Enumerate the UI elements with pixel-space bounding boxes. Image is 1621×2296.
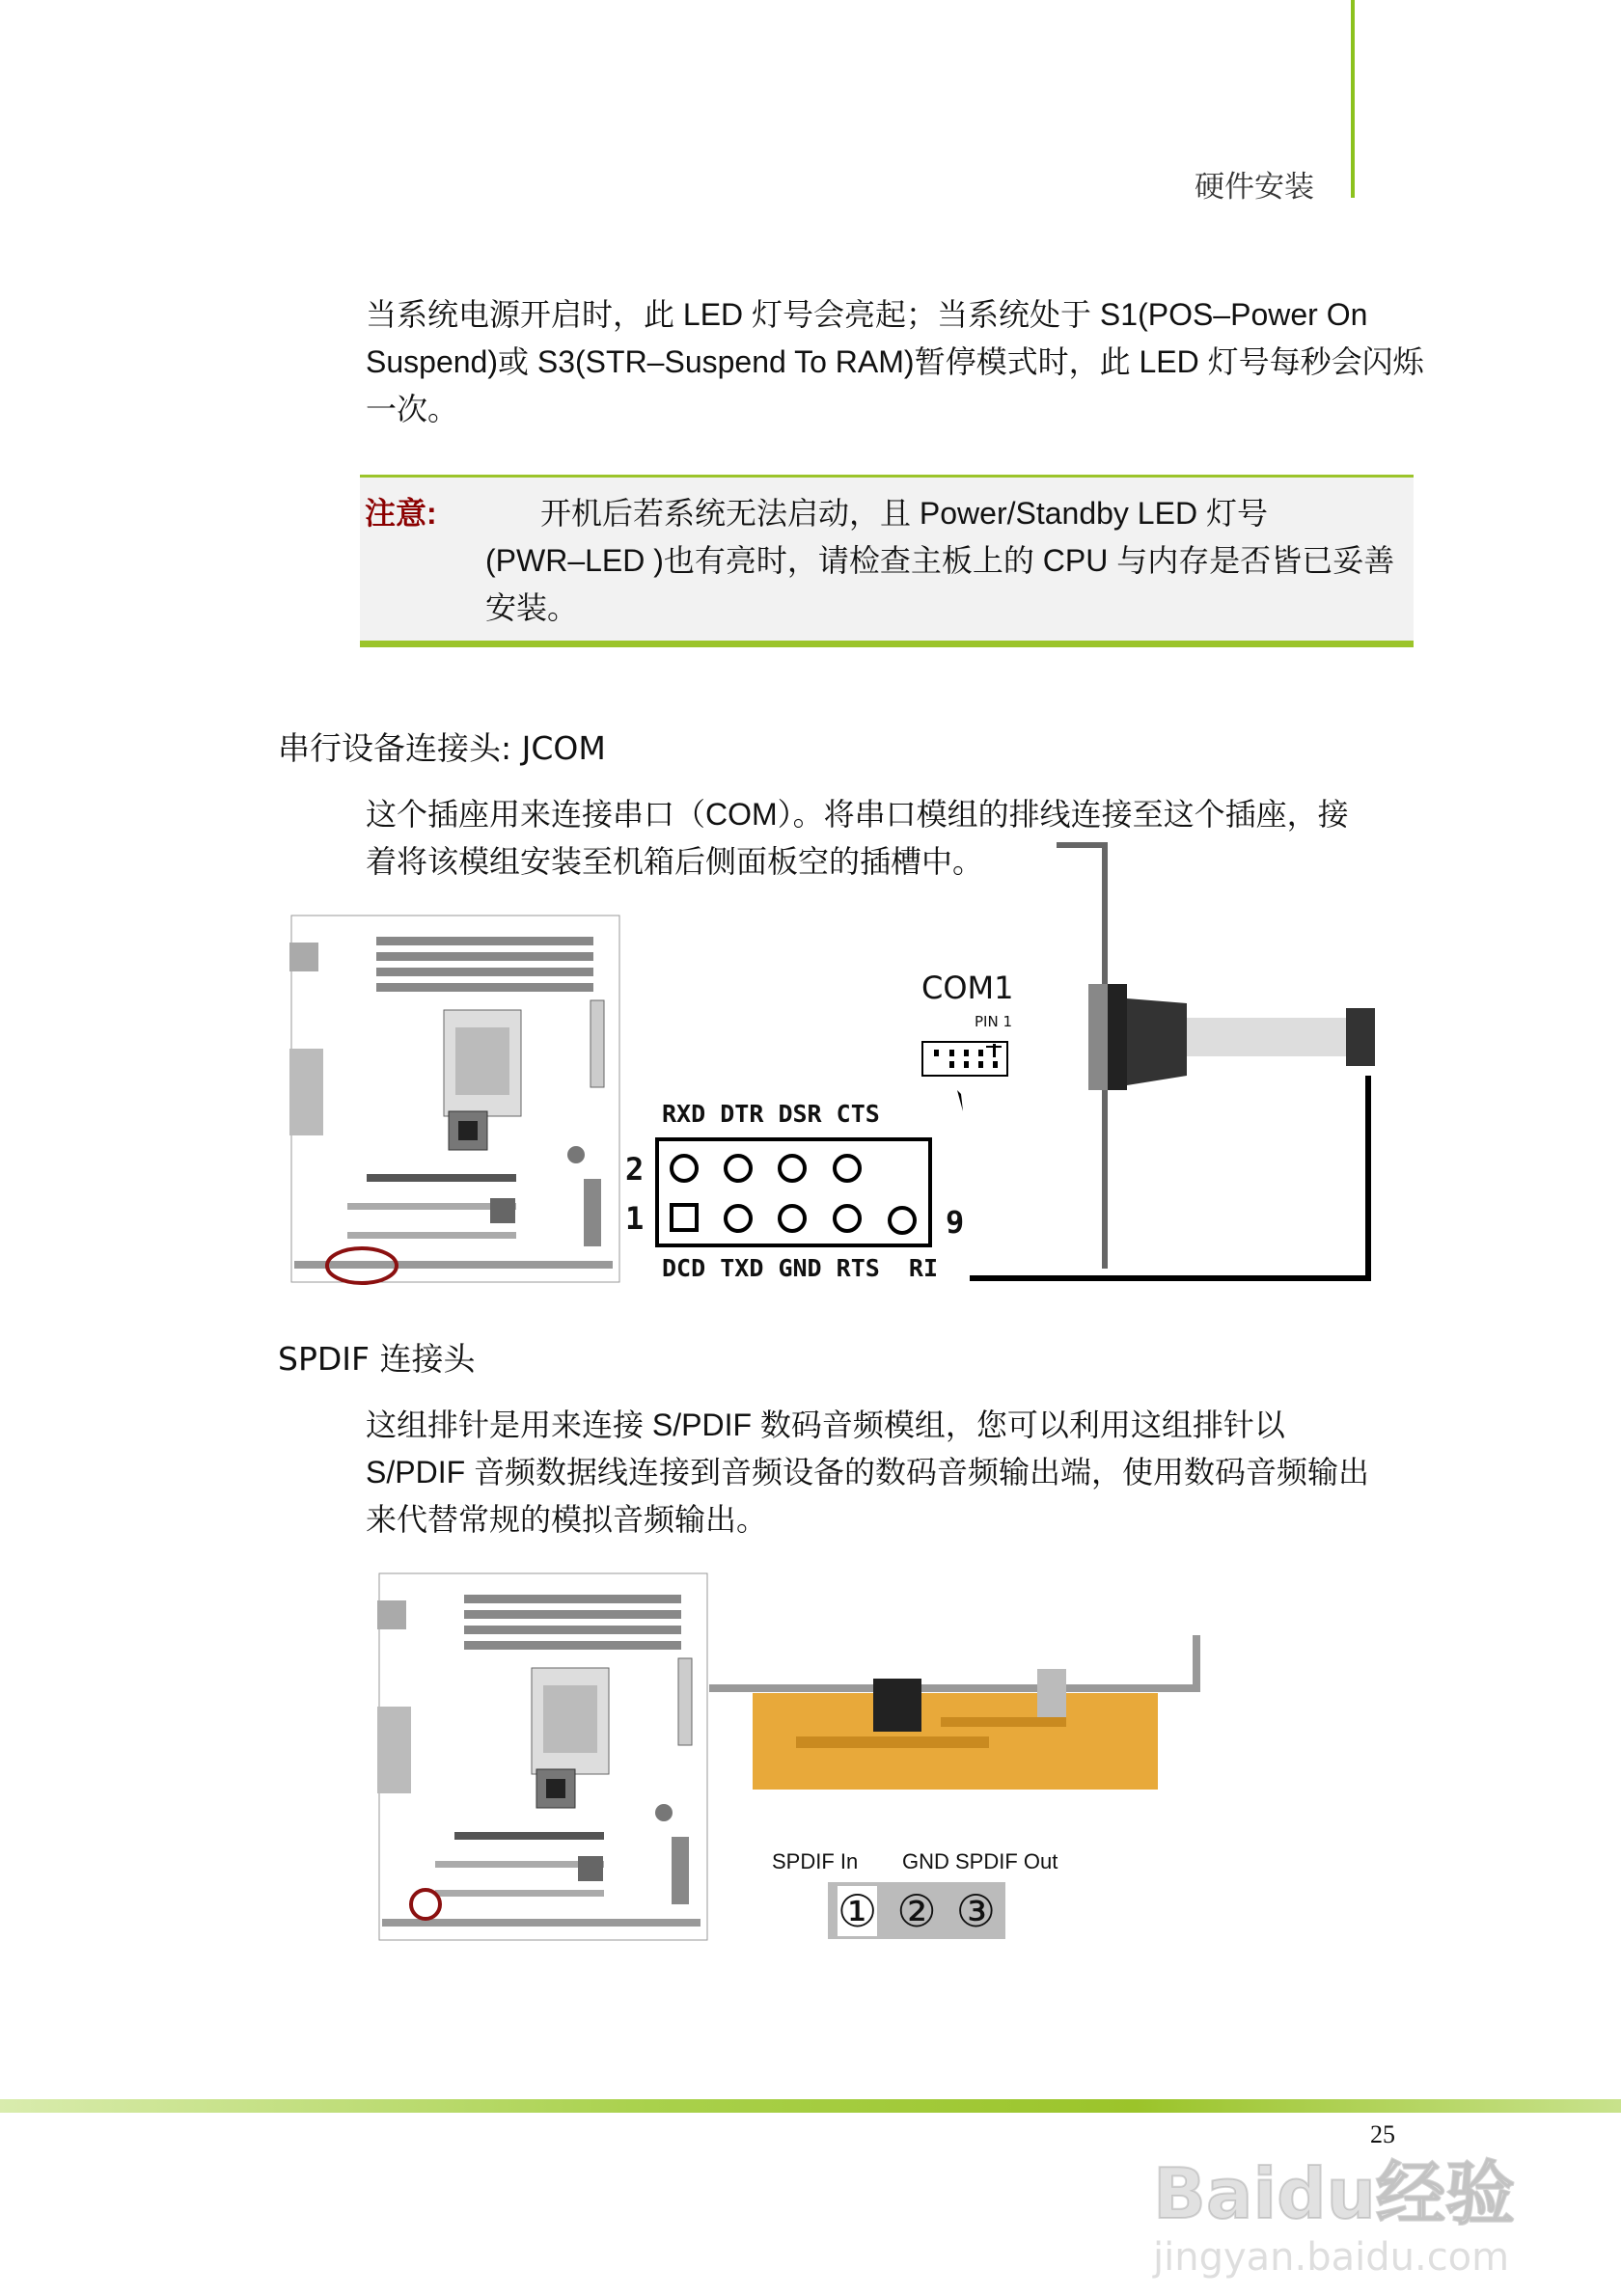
spdif-module-photo [709,1630,1201,1794]
note-line: 安装。 [485,590,579,625]
footer-rule [0,2099,1621,2113]
section-title: 硬件安装 [1195,170,1314,205]
pin-2: ② [896,1884,937,1937]
text-line: 着将该模组安装至机箱后侧面板空的插槽中。 [366,844,984,879]
note-line: 开机后若系统无法启动，且 Power/Standby LED 灯号 [540,496,1268,531]
bottom-pin-labels [662,1254,938,1283]
text-line: 当系统电源开启时，此 LED 灯号会亮起；当系统处于 S1(POS–Power On [366,297,1368,332]
pin-label: RXD [662,1100,706,1128]
jcom-pin-header [655,1137,933,1248]
row-number: 2 [625,1151,645,1188]
pin-label: RI [908,1254,939,1282]
motherboard-diagram-spdif [377,1572,710,1943]
text-line: 这个插座用来连接串口（COM）。将串口模组的排线连接至这个插座，接 [366,797,1349,832]
pin-label: GND [778,1254,822,1282]
page-number: 25 [1370,2120,1395,2148]
pin-1: ① [838,1884,878,1937]
note-line: (PWR–LED )也有亮时，请检查主板上的 CPU 与内存是否皆已妥善 [485,543,1395,578]
baidu-watermark-url: jingyan.baidu.com [1153,2235,1510,2280]
text-line: 一次。 [366,392,459,426]
note-box [360,475,1414,647]
note-label: 注意: [365,496,437,531]
pin-label: RTS [836,1254,880,1282]
gnd-spdif-out-label: GND SPDIF Out [902,1849,1058,1873]
com1-label: COM1 [921,970,1014,1006]
led-paragraph [366,291,1424,433]
pin-label: DTR [720,1100,764,1128]
com-bracket-cable [965,839,1389,1283]
jcom-heading: 串行设备连接头: JCOM [278,729,606,767]
baidu-watermark: Baidu经验 [1153,2153,1515,2234]
pin-label: CTS [836,1100,880,1128]
spdif-paragraph [366,1402,1369,1544]
spdif-in-label: SPDIF In [772,1849,859,1873]
row-number: 9 [946,1204,965,1241]
text-line: 这组排针是用来连接 S/PDIF 数码音频模组，您可以利用这组排针以 [366,1408,1285,1442]
pin-label: DSR [778,1100,822,1128]
text-line: S/PDIF 音频数据线连接到音频设备的数码音频输出端，使用数码音频输出 [366,1455,1370,1490]
pin-3: ③ [955,1884,996,1937]
text-line: Suspend)或 S3(STR–Suspend To RAM)暂停模式时，此 LED 灯号每秒会闪烁 [366,344,1424,379]
text-line: 来代替常规的模拟音频输出。 [366,1502,768,1537]
pin-label: TXD [720,1254,764,1282]
row-number: 1 [625,1200,645,1237]
pin1-label: PIN 1 [975,1013,1013,1030]
spdif-pin-header [828,1882,1005,1939]
pin-label: DCD [662,1254,706,1282]
spdif-heading: SPDIF 连接头 [278,1340,476,1378]
motherboard-diagram-jcom [289,914,622,1285]
top-pin-labels [662,1100,880,1129]
header-rule [1351,0,1355,198]
